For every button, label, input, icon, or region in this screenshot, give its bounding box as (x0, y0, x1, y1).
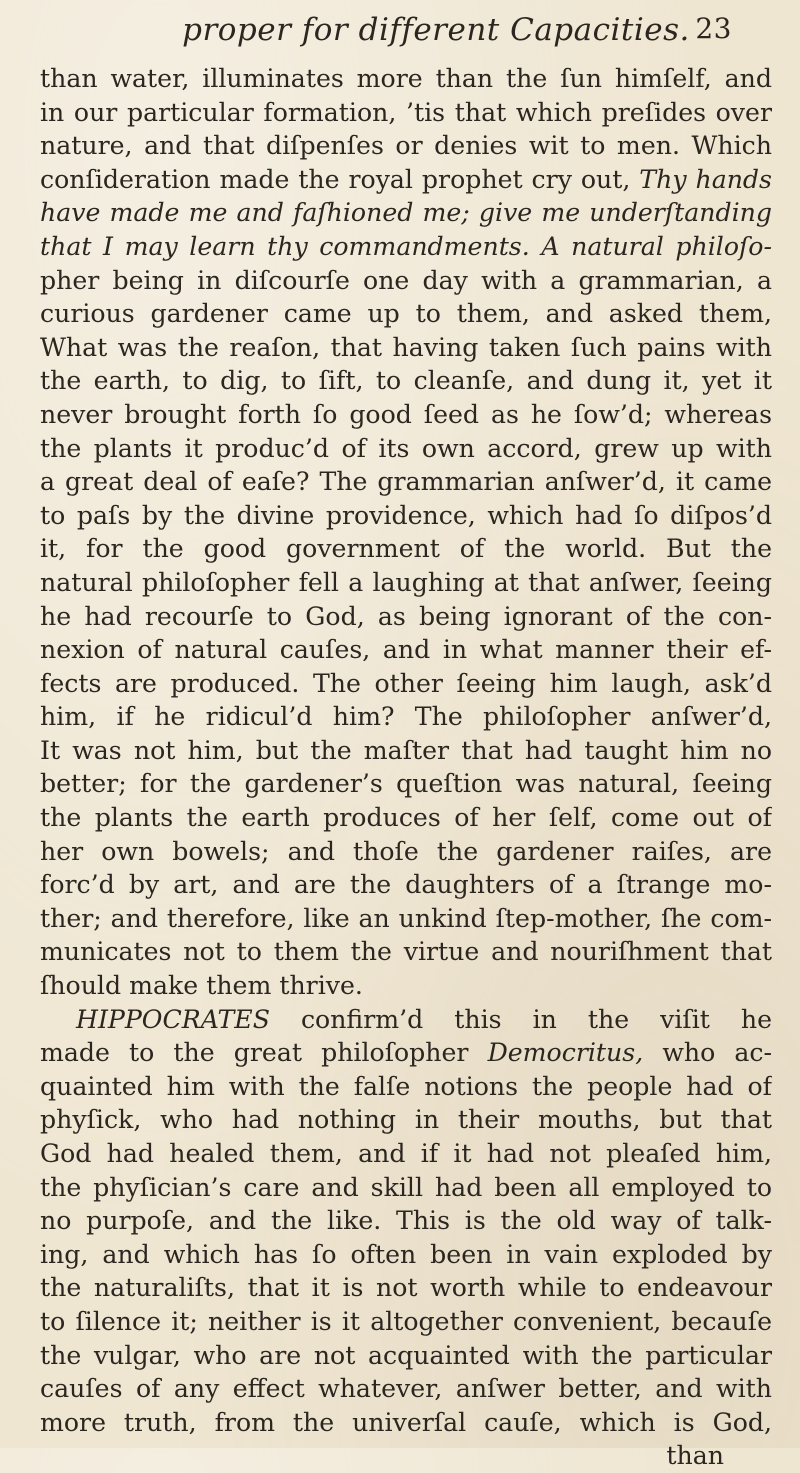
text-line: the plants the earth produces of her ſelf, come out of (40, 803, 772, 833)
italic-quote: Thy hands (639, 164, 772, 194)
text-line: the plants it produc’d of its own accord, grew up with (40, 433, 772, 463)
text-line: him, if he ridicul’d him? The philoſopher anſwer’d, (40, 702, 772, 732)
text-line: a great deal of eaſe? The grammarian anſwer’d, it came (40, 467, 772, 497)
text-line: It was not him, but the maſter that had taught him no (40, 735, 772, 765)
page-number: 23 (695, 12, 732, 45)
text-line: in our particular formation, ’tis that which preſides over (40, 97, 772, 127)
running-head-title: proper for different Capacities. (182, 12, 690, 48)
catchword: than (666, 1441, 724, 1471)
text-line: nature, and that diſpenſes or denies wit to men. Which (40, 131, 772, 161)
text-line: forc’d by art, and are the daughters of a ſtrange mo- (40, 870, 772, 900)
text-line: curious gardener came up to them, and asked them, (40, 299, 772, 329)
text-segment: made to the great philoſopher (40, 1038, 488, 1068)
text-line: to paſs by the divine providence, which had ſo diſpos’d (40, 500, 772, 530)
text-line: the naturaliſts, that it is not worth while to endeavour (40, 1273, 772, 1303)
italic-name: Democritus, (487, 1038, 644, 1068)
text-line: natural philoſopher fell a laughing at that anſwer, ſeeing (40, 567, 772, 597)
text-line: never brought forth ſo good ſeed as he ſow’d; whereas (40, 399, 772, 429)
text-line: nexion of natural cauſes, and in what manner their ef- (40, 635, 772, 665)
italic-quote: have made me and faſhioned me; give me underſtanding (40, 198, 772, 228)
running-head (40, 12, 772, 62)
text-line: What was the reaſon, that having taken ſuch pains with (40, 332, 772, 362)
text-line: her own bowels; and thoſe the gardener raiſes, are (40, 836, 772, 866)
text-line: more truth, from the univerſal cauſe, which is God, (40, 1407, 772, 1437)
text-segment: conſideration made the royal prophet cry out, (40, 164, 640, 194)
text-line: better; for the gardener’s queſtion was natural, ſeeing (40, 769, 772, 799)
text-line: ther; and therefore, like an unkind ſtep-mother, ſhe com- (40, 903, 772, 933)
text-line (40, 163, 772, 197)
text-segment: who ac- (643, 1038, 772, 1068)
body-text (40, 62, 772, 1473)
text-line: God had healed them, and if it had not pleaſed him, (40, 1139, 772, 1168)
text-line: pher being in diſcourſe one day with a grammarian, a (40, 265, 772, 295)
text-line: municates not to them the virtue and nouriſhment that (40, 937, 772, 967)
text-line (40, 230, 772, 264)
text-line: to ſilence it; neither is it altogether convenient, becauſe (40, 1306, 772, 1336)
text-line: than water, illuminates more than the ſun himſelf, and (40, 64, 772, 93)
text-line (40, 196, 772, 230)
text-line: ing, and which has ſo often been in vain exploded by (40, 1239, 772, 1269)
text-line: he had recourſe to God, as being ignorant of the con- (40, 601, 772, 631)
text-segment: confirm’d this in the viſit he (269, 1004, 772, 1034)
text-line: quainted him with the falſe notions the people had of (40, 1071, 772, 1101)
text-line: the earth, to dig, to ſift, to cleanſe, and dung it, yet it (40, 366, 772, 396)
text-line: phyſick, who had nothing in their mouths, but that (40, 1105, 772, 1135)
text-line (40, 1003, 772, 1037)
text-line: cauſes of any effect whatever, anſwer better, and with (40, 1374, 772, 1404)
text-line: the phyſician’s care and skill had been all employed to (40, 1172, 772, 1202)
text-line: ſhould make them thrive. (40, 971, 363, 1001)
text-line: fects are produced. The other ſeeing him laugh, ask’d (40, 668, 772, 698)
text-line (40, 1036, 772, 1070)
italic-name: HIPPOCRATES (76, 1004, 270, 1034)
text-line: the vulgar, who are not acquainted with the particular (40, 1340, 772, 1370)
italic-quote: that I may learn thy commandments. A natural philoſo- (40, 231, 772, 261)
text-line: no purpoſe, and the like. This is the old way of talk- (40, 1206, 772, 1236)
text-line: it, for the good government of the world. But the (40, 534, 772, 564)
